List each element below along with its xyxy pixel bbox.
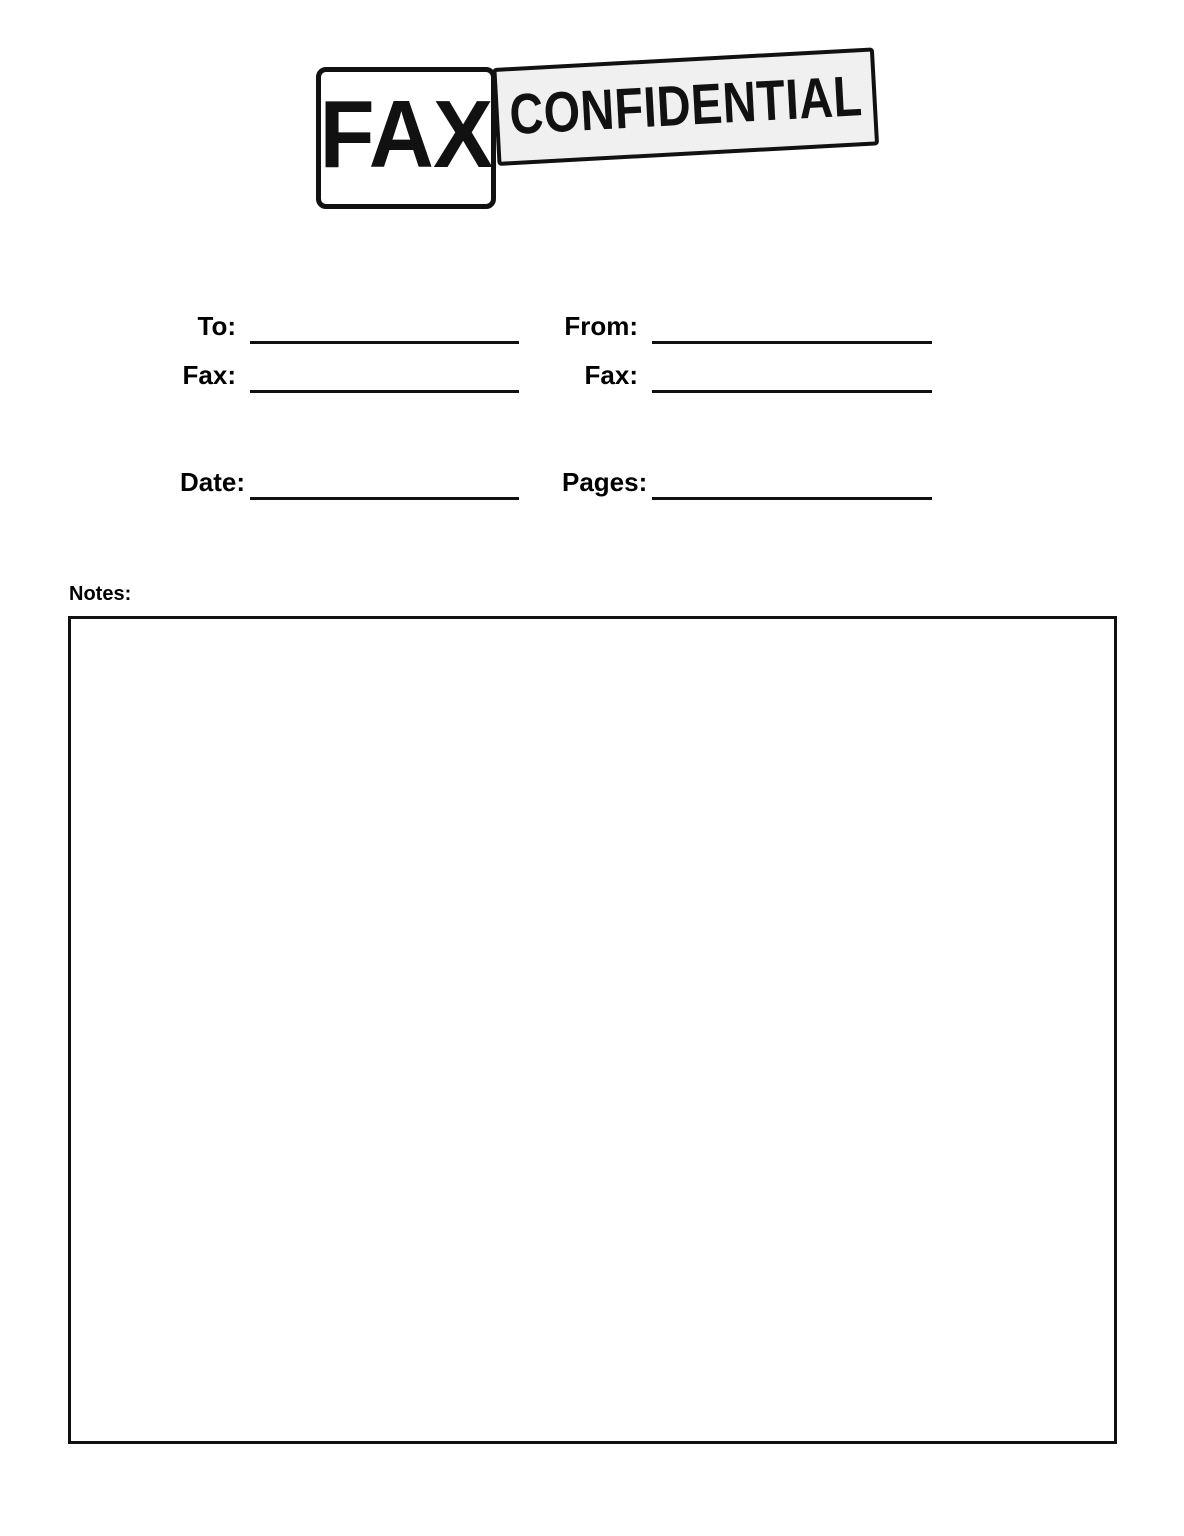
field-fax-to-input[interactable] (250, 360, 519, 393)
field-pages[interactable] (562, 466, 932, 500)
field-from-label: From: (564, 311, 638, 341)
field-fax-from[interactable] (562, 359, 932, 393)
notes-label: Notes: (69, 583, 132, 605)
field-to-input[interactable] (250, 311, 519, 344)
field-pages-input[interactable] (652, 467, 932, 500)
field-fax-from-label: Fax: (584, 360, 638, 390)
field-date-label: Date: (180, 467, 246, 497)
field-fax-from-input[interactable] (652, 360, 932, 393)
field-date-input[interactable] (250, 467, 519, 500)
fax-badge (316, 67, 496, 209)
header-badge-lockup (0, 0, 1184, 240)
field-to-label: To: (197, 311, 236, 341)
field-date[interactable] (180, 466, 519, 500)
field-pages-label: Pages: (562, 467, 648, 497)
notes-input-box[interactable] (68, 616, 1117, 1444)
confidential-banner (492, 47, 879, 166)
field-fax-to-label: Fax: (182, 360, 236, 390)
field-from[interactable] (562, 310, 932, 344)
field-fax-to[interactable] (180, 359, 519, 393)
field-from-input[interactable] (652, 311, 932, 344)
fax-badge-label: FAX (319, 81, 493, 188)
confidential-banner-label: CONFIDENTIAL (507, 63, 864, 147)
field-to[interactable] (180, 310, 519, 344)
